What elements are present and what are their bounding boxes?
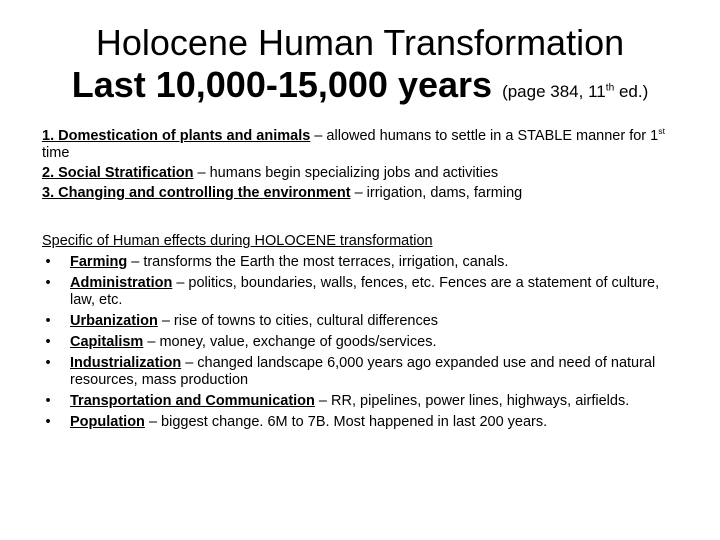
bullet-icon: • — [45, 313, 51, 329]
list-item: • Industrialization – changed landscape 6,000 years ago expanded use and need of natural resources, mass production — [42, 355, 682, 389]
slide-title — [0, 22, 720, 113]
point-term: 3. Changing and controlling the environment — [42, 185, 351, 201]
effects-heading: Specific of Human effects during HOLOCENE transformation — [42, 233, 433, 249]
bullet-icon: • — [45, 275, 51, 291]
bullet-icon: • — [45, 254, 51, 270]
bullet-icon: • — [45, 355, 51, 371]
bullet-icon: • — [45, 334, 51, 350]
bullet-icon: • — [45, 414, 51, 430]
point-term: 1. Domestication of plants and animals — [42, 128, 311, 144]
human-effects-section — [42, 233, 682, 435]
list-item: • Urbanization – rise of towns to cities, cultural differences — [42, 313, 682, 330]
numbered-points — [42, 128, 682, 205]
list-item: • Capitalism – money, value, exchange of goods/services. — [42, 334, 682, 351]
title-timespan: Last 10,000-15,000 years — [71, 64, 493, 105]
bullet-icon: • — [45, 393, 51, 409]
list-item: • Administration – politics, boundaries, walls, fences, etc. Fences are a statement of culture, law, etc. — [42, 275, 682, 309]
list-item: • Farming – transforms the Earth the most terraces, irrigation, canals. — [42, 254, 682, 271]
point-term: 2. Social Stratification — [42, 165, 194, 181]
list-item: • Population – biggest change. 6M to 7B. Most happened in last 200 years. — [42, 414, 682, 431]
title-line-2 — [0, 64, 720, 113]
point-1: 1. Domestication of plants and animals – allowed humans to settle in a STABLE manner for 1st time — [42, 126, 665, 161]
point-2: 2. Social Stratification – humans begin specializing jobs and activities — [42, 165, 499, 181]
point-3: 3. Changing and controlling the environment – irrigation, dams, farming — [42, 185, 523, 201]
effects-list — [42, 254, 682, 431]
list-item: • Transportation and Communication – RR, pipelines, power lines, highways, airfields. — [42, 393, 682, 410]
page-reference: (page 384, 11th ed.) — [502, 82, 649, 101]
title-line-1: Holocene Human Transformation — [95, 22, 625, 63]
